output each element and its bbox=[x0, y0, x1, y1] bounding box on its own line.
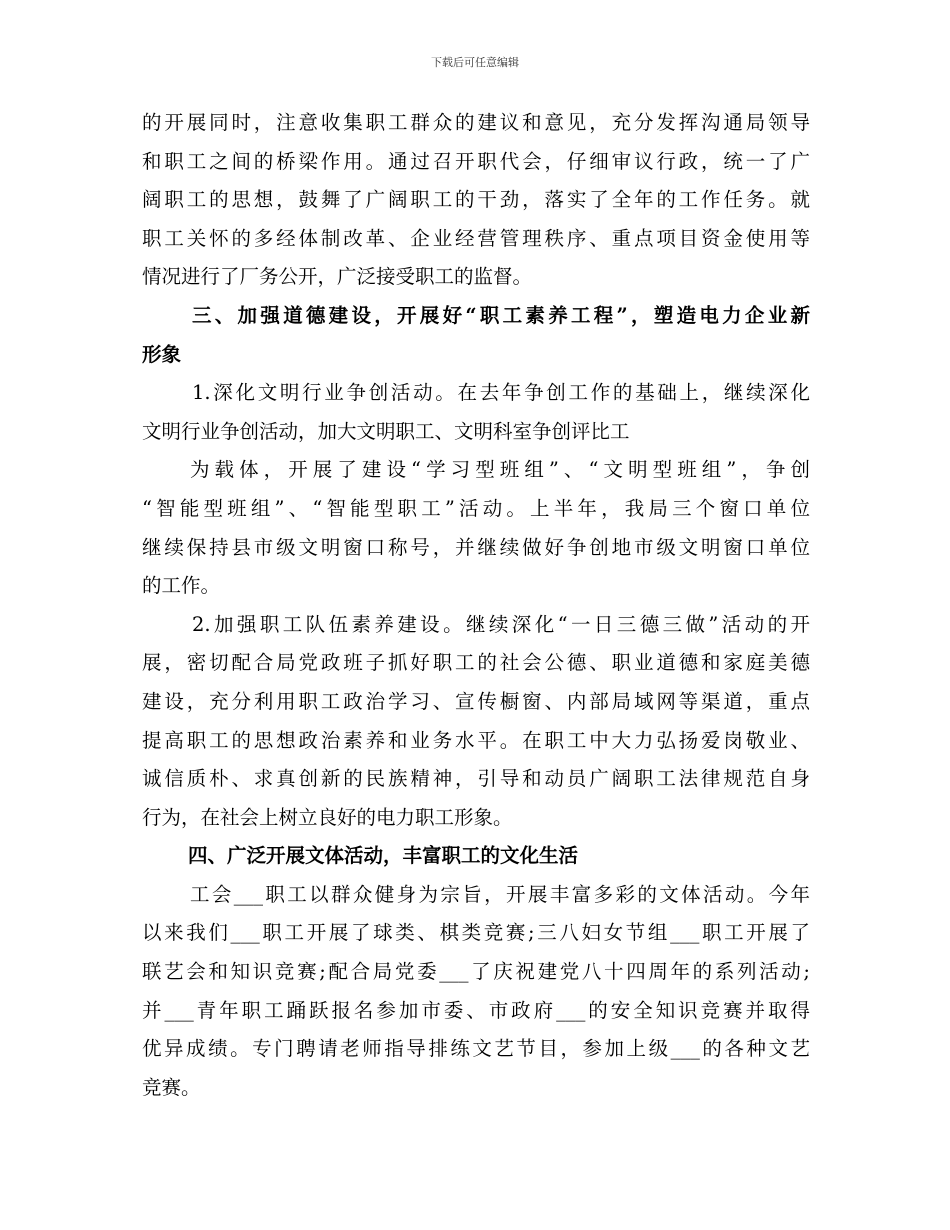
paragraph-line: 为载体，开展了建设“学习型班组”、“文明型班组”，争创 bbox=[190, 458, 810, 482]
paragraph-line: 展，密切配合局党政班子抓好职工的社会公德、职业道德和家庭美德 bbox=[142, 651, 810, 675]
paragraph-line: 优异成绩。专门聘请老师指导排练文艺节目，参加上级___的各种文艺 bbox=[142, 1037, 810, 1061]
paragraph-line: 竞赛。 bbox=[142, 1075, 201, 1099]
paragraph-line: 的工作。 bbox=[142, 574, 221, 598]
paragraph-line: 阔职工的思想，鼓舞了广阔职工的干劲，落实了全年的工作任务。就 bbox=[142, 188, 810, 212]
paragraph-line: 提高职工的思想政治素养和业务水平。在职工中大力弘扬爱岗敬业、 bbox=[142, 728, 810, 752]
paragraph-line: 1.深化文明行业争创活动。在去年争创工作的基础上，继续深化 bbox=[192, 381, 810, 405]
paragraph-line: “智能型班组”、“智能型职工”活动。上半年，我局三个窗口单位 bbox=[142, 496, 810, 520]
paragraph-line: 文明行业争创活动，加大文明职工、文明科室争创评比工 bbox=[142, 419, 630, 443]
paragraph-line: 联艺会和知识竞赛;配合局党委___了庆祝建党八十四周年的系列活动; bbox=[142, 960, 810, 984]
paragraph-line: 工会___职工以群众健身为宗旨，开展丰富多彩的文体活动。今年 bbox=[190, 882, 810, 906]
section-heading-3: 三、加强道德建设，开展好“职工素养工程”，塑造电力企业新 bbox=[192, 303, 810, 327]
paragraph-line: 诚信质朴、求真创新的民族精神，引导和动员广阔职工法律规范自身 bbox=[142, 767, 810, 791]
paragraph-line: 行为，在社会上树立良好的电力职工形象。 bbox=[142, 805, 513, 829]
paragraph-line: 建设，充分利用职工政治学习、宣传橱窗、内部局域网等渠道，重点 bbox=[142, 689, 810, 713]
paragraph-line: 职工关怀的多经体制改革、企业经营管理秩序、重点项目资金使用等 bbox=[142, 226, 810, 250]
paragraph-line: 的开展同时，注意收集职工群众的建议和意见，充分发挥沟通局领导 bbox=[142, 111, 810, 134]
paragraph-line: 并___青年职工踊跃报名参加市委、市政府___的安全知识竞赛并取得 bbox=[142, 998, 810, 1022]
paragraph-line: 2.加强职工队伍素养建设。继续深化“一日三德三做”活动的开 bbox=[192, 612, 810, 636]
paragraph-line: 情况进行了厂务公开，广泛接受职工的监督。 bbox=[142, 265, 533, 289]
section-heading-4: 四、广泛开展文体活动，丰富职工的文化生活 bbox=[188, 844, 579, 868]
document-body bbox=[142, 104, 810, 1107]
paragraph-line: 以来我们___职工开展了球类、棋类竞赛;三八妇女节组___职工开展了 bbox=[142, 921, 810, 945]
paragraph-line: 和职工之间的桥梁作用。通过召开职代会，仔细审议行政，统一了广 bbox=[142, 149, 810, 173]
page-header: 下载后可任意编辑 bbox=[431, 56, 519, 69]
paragraph-line: 继续保持县市级文明窗口称号，并继续做好争创地市级文明窗口单位 bbox=[142, 535, 810, 559]
section-heading-3-cont: 形象 bbox=[142, 342, 182, 366]
